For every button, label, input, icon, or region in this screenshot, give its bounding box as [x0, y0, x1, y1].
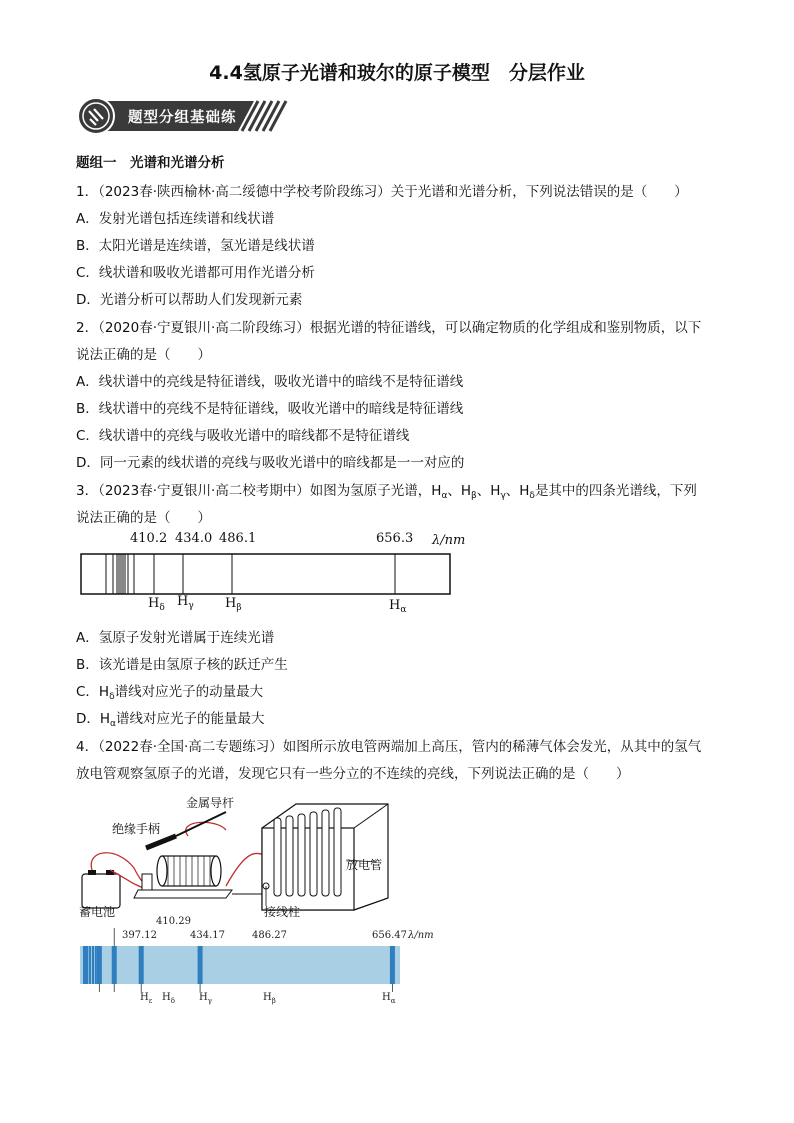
h-gamma-label: $H_\gamma$: [199, 992, 212, 1005]
battery-terminal: [88, 870, 96, 875]
h-epsilon-label: $H_\varepsilon$: [140, 992, 153, 1005]
handle-label: 绝缘手柄: [112, 822, 161, 836]
series-limit-line: [86, 946, 88, 984]
spectral-line-397.12: [97, 946, 102, 984]
discharge-apparatus-figure: [76, 790, 406, 920]
spectral-line-486.27: [198, 946, 203, 984]
value-label-434: 434.17: [190, 930, 225, 941]
banner-text: 题型分组基础练: [128, 110, 237, 126]
q1-stem: 1．（2023春·陕西榆林·高二绥德中学校考阶段练习）关于光谱和光谱分析，下列说法错误的是（ ）: [76, 184, 688, 200]
q2-option-a: A．线状谱中的亮线是特征谱线，吸收光谱中的暗线不是特征谱线: [76, 374, 464, 390]
q2-option-d: D．同一元素的线状谱的亮线与吸收光谱中的暗线都是一一对应的: [76, 455, 465, 471]
spectrum-unit-label: λ/nm: [408, 930, 434, 941]
q2-option-b: B．线状谱中的亮线不是特征谱线，吸收光谱中的暗线是特征谱线: [76, 401, 464, 417]
value-label-486: 486.27: [252, 930, 287, 941]
value-label-410: 410.2: [130, 531, 168, 546]
battery-label: 蓄电池: [79, 905, 116, 919]
spectral-line-410.29: [112, 946, 117, 984]
series-limit-line: [89, 946, 91, 984]
series-limit-line: [92, 946, 94, 984]
q3-option-b: B．该光谱是由氢原子核的跃迁产生: [76, 657, 288, 673]
terminal-label: 接线柱: [264, 905, 301, 919]
h-beta-label: $H_\beta$: [263, 992, 276, 1005]
q4-stem-line2: 放电管观察氢原子的光谱，发现它只有一些分立的不连续的亮线，下列说法正确的是（ ）: [76, 766, 630, 782]
series-limit-line: [95, 946, 97, 984]
value-label-656: 656.3: [376, 531, 414, 546]
section-banner: [76, 97, 291, 135]
q2-stem-line1: 2．（2020春·宁夏银川·高二阶段练习）根据光谱的特征谱线，可以确定物质的化学组成和鉴别物质，以下: [76, 320, 702, 336]
value-label-397: 397.12: [122, 930, 157, 941]
q2-option-c: C．线状谱中的亮线与吸收光谱中的暗线都不是特征谱线: [76, 428, 410, 444]
q1-option-c: C．线状谱和吸收光谱都可用作光谱分析: [76, 265, 315, 281]
induction-coil: [162, 856, 216, 886]
metal-rod: [176, 812, 226, 836]
h-delta-label: $H_\delta$: [148, 596, 165, 613]
q3-option-c: C．$H_\delta$谱线对应光子的动量最大: [76, 684, 264, 702]
page-title: 4.4氢原子光谱和玻尔的原子模型 分层作业: [209, 62, 585, 84]
value-label-486: 486.1: [219, 531, 257, 546]
rod-label: 金属导杆: [186, 796, 235, 810]
q3-stem-line1: 3．（2023春·宁夏银川·高二校考期中）如图为氢原子光谱，$H_\alpha$、$H_\beta$、$H_\gamma$、$H_\delta$是其中的四条光谱线，下列: [76, 483, 697, 501]
unit-label: λ/nm: [432, 533, 466, 548]
hydrogen-spectrum-figure: [80, 530, 480, 620]
switch-post: [142, 874, 152, 890]
value-label-656: 656.47: [372, 930, 407, 941]
hydrogen-emission-spectrum: [76, 918, 446, 1010]
value-label-434: 434.0: [175, 531, 213, 546]
base-board: [134, 890, 232, 898]
q4-stem-line1: 4．（2022春·全国·高二专题练习）如图所示放电管两端加上高压，管内的稀薄气体会发光，从其中的氢气: [76, 739, 702, 755]
h-delta-label: $H_\delta$: [162, 992, 175, 1005]
spectral-line-656.47: [390, 946, 395, 984]
tube-label: 放电管: [346, 858, 383, 872]
q2-stem-line2: 说法正确的是（ ）: [76, 347, 211, 363]
h-beta-label: $H_\beta$: [225, 596, 242, 613]
q1-option-d: D．光谱分析可以帮助人们发现新元素: [76, 292, 303, 308]
spectrum-background: [80, 946, 400, 984]
spectral-line-434.17: [139, 946, 144, 984]
h-alpha-label: $H_\alpha$: [382, 992, 396, 1005]
value-label-410: 410.29: [156, 916, 191, 927]
q1-option-b: B．太阳光谱是连续谱，氢光谱是线状谱: [76, 238, 315, 254]
q3-stem-line2: 说法正确的是（ ）: [76, 510, 211, 526]
h-gamma-label: $H_\gamma$: [177, 594, 194, 611]
apparatus-drawing: [76, 790, 406, 920]
h-alpha-label: $H_\alpha$: [389, 598, 407, 615]
insulated-handle: [146, 836, 176, 848]
series-limit-line: [85, 946, 87, 984]
q3-option-d: D．$H_\alpha$谱线对应光子的能量最大: [76, 711, 265, 729]
group-heading: 题组一 光谱和光谱分析: [76, 155, 225, 171]
q3-option-a: A．氢原子发射光谱属于连续光谱: [76, 630, 275, 646]
q1-option-a: A．发射光谱包括连续谱和线状谱: [76, 211, 275, 227]
